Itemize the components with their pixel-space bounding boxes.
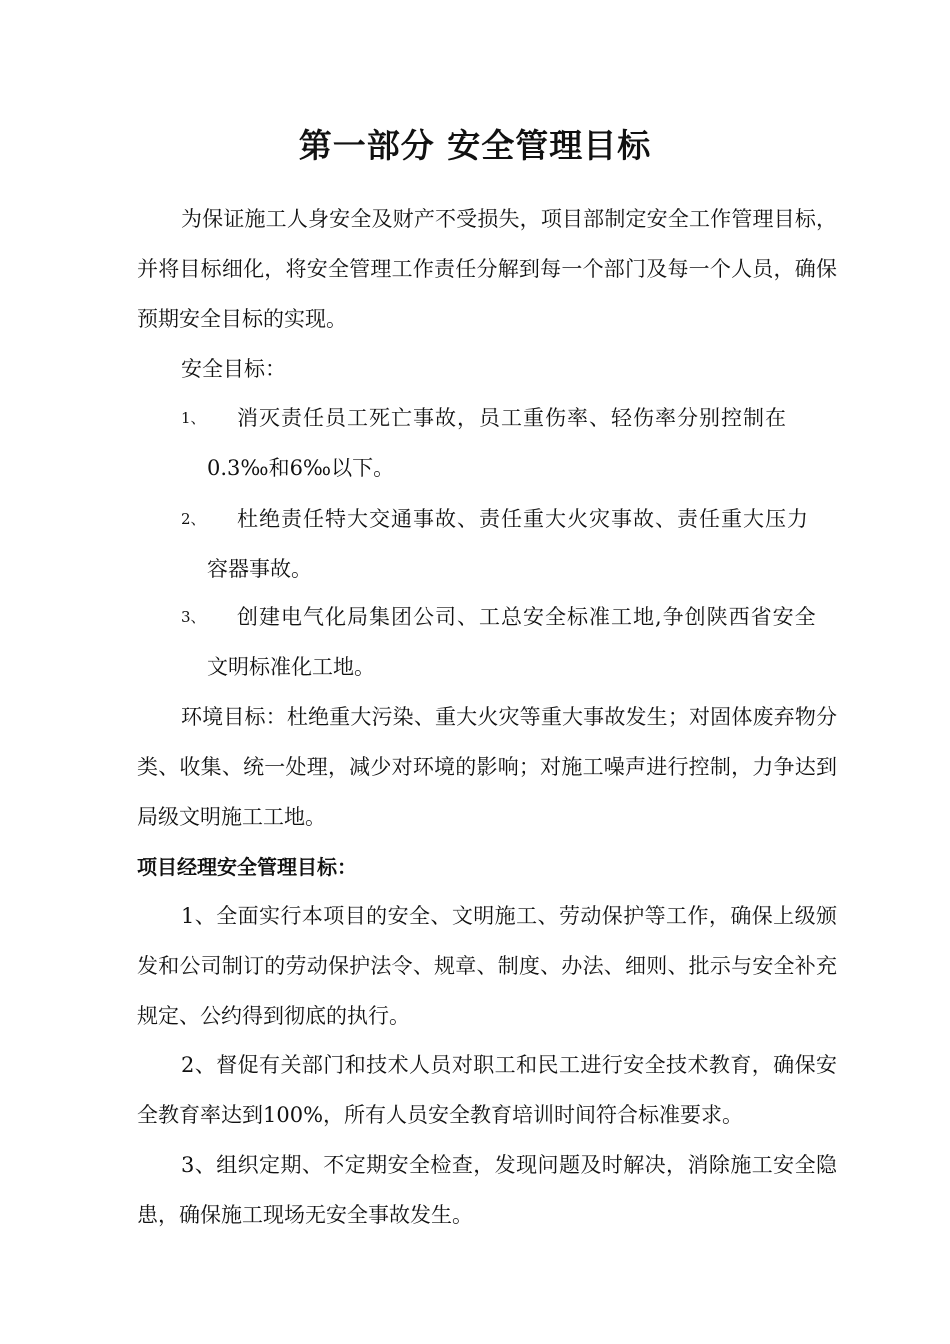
- pm-goal-item: 1、全面实行本项目的安全、文明施工、劳动保护等工作，确保上级颁发和公司制订的劳动保护法令、规章、制度、办法、细则、批示与安全补充规定、公约得到彻底的执行。: [137, 904, 837, 1028]
- safety-item-text: 杜绝责任特大交通事故、责任重大火灾事故、责任重大压力: [237, 507, 809, 531]
- safety-item-number: 2、: [181, 510, 206, 528]
- safety-item-number: 3、: [181, 608, 206, 626]
- safety-item-text: 创建电气化局集团公司、工总安全标准工地,争创陕西省安全: [237, 605, 817, 629]
- pm-goal-item: 3、组织定期、不定期安全检查，发现问题及时解决，消除施工安全隐患，确保施工现场无安全事故发生。: [137, 1153, 837, 1227]
- safety-item: [181, 592, 837, 692]
- safety-item-text: 消灭责任员工死亡事故，员工重伤率、轻伤率分别控制在: [237, 406, 787, 430]
- safety-item: [181, 494, 837, 594]
- intro-paragraph: 为保证施工人身安全及财产不受损失，项目部制定安全工作管理目标，并将目标细化，将安全管理工作责任分解到每一个部门及每一个人员，确保预期安全目标的实现。: [137, 207, 837, 331]
- environment-goal-paragraph: 环境目标：杜绝重大污染、重大火灾等重大事故发生；对固体废弃物分类、收集、统一处理，减少对环境的影响；对施工噪声进行控制，力争达到局级文明施工工地。: [137, 705, 837, 829]
- safety-item-text-continued: 容器事故。: [207, 557, 312, 581]
- pm-goal-heading: 项目经理安全管理目标：: [137, 855, 357, 879]
- safety-item-text-continued: 0.3‰和6‰以下。: [207, 456, 395, 480]
- pm-goal-item: 2、督促有关部门和技术人员对职工和民工进行安全技术教育，确保安全教育率达到100%，所有人员安全教育培训时间符合标准要求。: [137, 1053, 837, 1127]
- safety-item-number: 1、: [181, 409, 206, 427]
- safety-item-text-continued: 文明标准化工地。: [207, 655, 375, 679]
- page-title: 第一部分 安全管理目标: [298, 126, 652, 165]
- safety-item: [181, 393, 837, 493]
- safety-goal-label: 安全目标：: [181, 357, 286, 381]
